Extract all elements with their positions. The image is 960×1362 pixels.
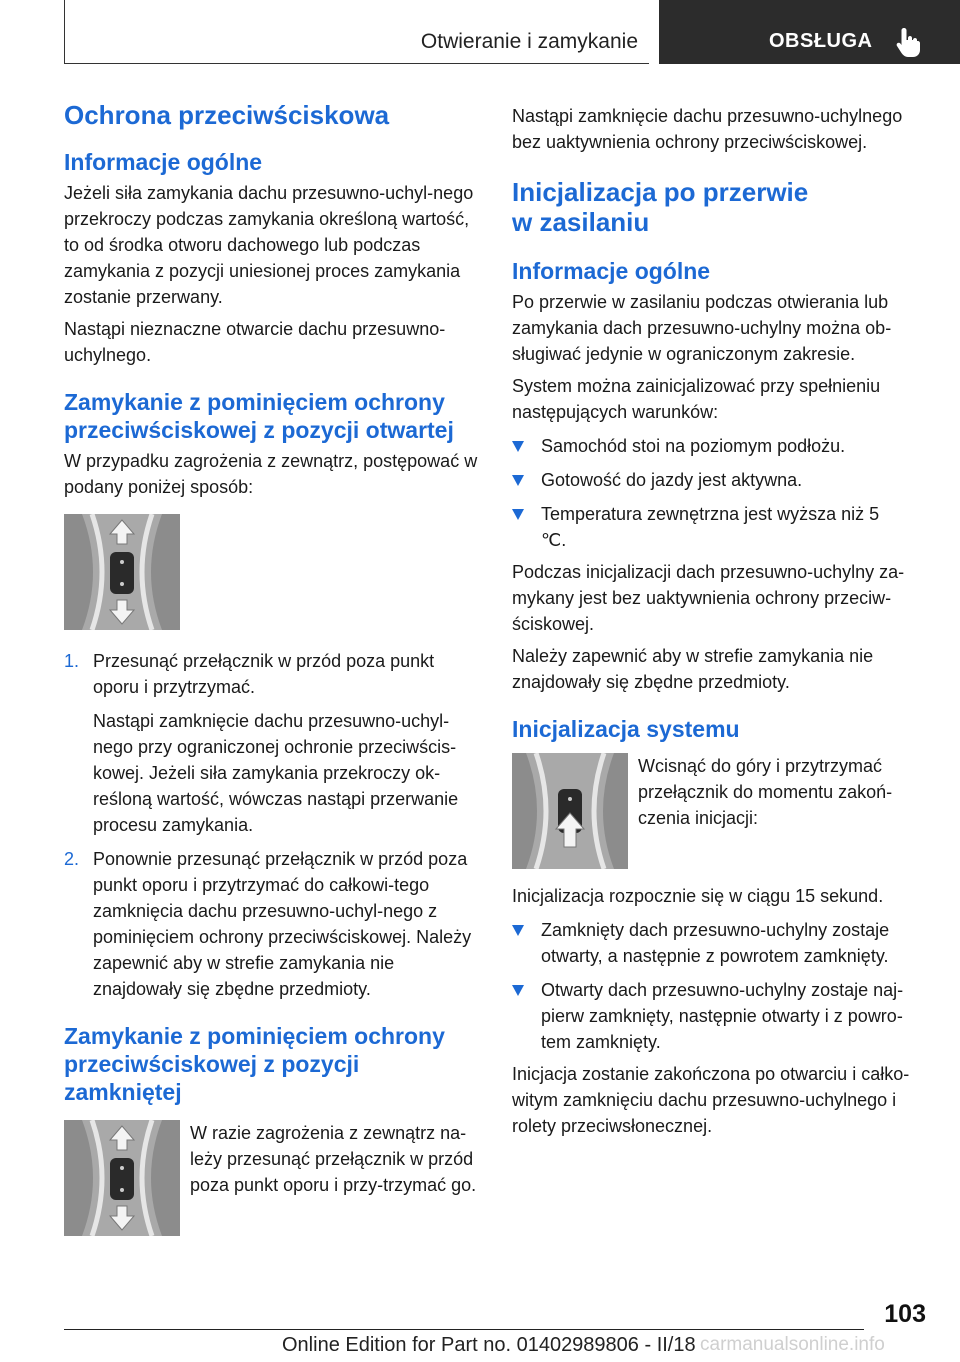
init-sequence-list bbox=[512, 917, 928, 1055]
list-item bbox=[512, 501, 892, 553]
list-item bbox=[512, 433, 928, 459]
bullet-triangle-icon bbox=[512, 441, 524, 452]
heading-close-from-closed: Zamykanie z pominięciem ochrony przeciwściskowej z pozycji zamkniętej bbox=[64, 1023, 445, 1105]
bullet-triangle-icon bbox=[512, 985, 524, 996]
list-item bbox=[64, 846, 480, 1002]
list-item bbox=[64, 648, 480, 700]
step-text: Nastąpi zamknięcie dachu przesuwno-uchyl-nego przy ograniczonej ochronie przeciwścis-kowej. Jeżeli siła zamykania przekroczy ok-reśloną wartość, wówczas nastąpi przerwanie procesu zamykania. bbox=[93, 711, 459, 835]
pointing-hand-icon bbox=[894, 26, 924, 58]
heading-init-after-power-loss: Inicjalizacja po przerwie w zasilaniu bbox=[512, 177, 809, 237]
heading-system-init: Inicjalizacja systemu bbox=[512, 716, 740, 742]
edition-text: Online Edition for Part no. 01402989806 - II/18 bbox=[282, 1334, 696, 1356]
header-divider-horizontal bbox=[64, 63, 649, 64]
step-number: 2. bbox=[64, 849, 80, 869]
paragraph-power-loss: Po przerwie w zasilaniu podczas otwierania lub zamykania dach przesuwno-uchylny można ob-sługiwać jedynie w ograniczonym zakresie. bbox=[512, 292, 892, 364]
closed-instruction-row bbox=[64, 1120, 480, 1236]
list-item bbox=[512, 977, 928, 1055]
heading-anti-pinch: Ochrona przeciwściskowa bbox=[64, 100, 390, 130]
condition-text: Gotowość do jazdy jest aktywna. bbox=[541, 470, 803, 490]
system-init-row bbox=[512, 753, 928, 869]
paragraph-system-init: Wcisnąć do góry i przytrzymać przełącznik do momentu zakoń-czenia inicjacji: bbox=[638, 756, 893, 828]
paragraph-ensure-clear: Należy zapewnić aby w strefie zamykania nie znajdowały się zbędne przedmioty. bbox=[512, 646, 874, 692]
left-column bbox=[64, 100, 480, 1236]
chapter-tab-label: OBSŁUGA bbox=[769, 30, 873, 52]
footer-divider bbox=[64, 1329, 864, 1330]
bullet-triangle-icon bbox=[512, 925, 524, 936]
watermark-text: carmanualsonline.info bbox=[700, 1334, 885, 1355]
bullet-triangle-icon bbox=[512, 475, 524, 486]
sequence-text: Zamknięty dach przesuwno-uchylny zostaje otwarty, a następnie z powrotem zamknięty. bbox=[541, 920, 890, 966]
close-steps-list bbox=[64, 648, 480, 1002]
list-item bbox=[512, 917, 928, 969]
paragraph-during-init: Podczas inicjalizacji dach przesuwno-uchylny za-mykany jest bez uaktywnienia ochrony przeciw-ściskowej. bbox=[512, 562, 905, 634]
paragraph-conditions-intro: System można zainicjalizować przy spełnieniu następujących warunków: bbox=[512, 376, 881, 422]
header-divider-vertical bbox=[64, 0, 65, 64]
paragraph-init-end: Inicjacja zostanie zakończona po otwarciu i całko-witym zamknięciu dachu przesuwno-uchylnego i rolety przeciwsłonecznej. bbox=[512, 1064, 910, 1136]
roof-switch-up-image bbox=[512, 753, 628, 869]
page-number: 103 bbox=[884, 1300, 926, 1328]
paragraph-init-start: Inicjalizacja rozpocznie się w ciągu 15 sekund. bbox=[512, 886, 884, 906]
heading-general-info: Informacje ogólne bbox=[64, 149, 263, 175]
bullet-triangle-icon bbox=[512, 509, 524, 520]
step-text: Ponownie przesunąć przełącznik w przód poza punkt oporu i przytrzymać do całkowi-tego zamknięcia dachu przesuwno-uchyl-nego z pominięciem ochrony przeciwściskowej. Należy zapewnić aby w strefie zamykania nie znajdowały się zbędne przedmioty. bbox=[93, 849, 472, 999]
sequence-text: Otwarty dach przesuwno-uchylny zostaje naj-pierw zamknięty, następnie otwarty i z powro-tem zamknięty. bbox=[541, 980, 904, 1052]
condition-text: Samochód stoi na poziomym podłożu. bbox=[541, 436, 846, 456]
paragraph-closed-instruction: W razie zagrożenia z zewnątrz na-leży przesunąć przełącznik w przód poza punkt oporu i przy-trzymać go. bbox=[190, 1123, 477, 1195]
condition-text: Temperatura zewnętrzna jest wyższa niż 5 ℃. bbox=[541, 504, 880, 550]
step-number: 1. bbox=[64, 651, 80, 671]
list-item bbox=[64, 708, 480, 838]
paragraph-general-1: Jeżeli siła zamykania dachu przesuwno-uchyl-nego przekroczy podczas zamykania określoną wartość, to od środka otworu dachowego lub podczas zamykania z pozycji uniesionej proces zamykania zostanie przerwany. bbox=[64, 183, 474, 307]
paragraph-open-intro: W przypadku zagrożenia z zewnątrz, postępować w podany poniżej sposób: bbox=[64, 451, 478, 497]
right-column bbox=[512, 103, 928, 1139]
step-text: Przesunąć przełącznik w przód poza punkt oporu i przytrzymać. bbox=[93, 651, 435, 697]
conditions-list bbox=[512, 433, 928, 553]
section-title: Otwieranie i zamykanie bbox=[420, 30, 638, 53]
roof-switch-forward-image bbox=[64, 1120, 180, 1236]
paragraph-close-result: Nastąpi zamknięcie dachu przesuwno-uchylnego bez uaktywnienia ochrony przeciwściskowej. bbox=[512, 106, 903, 152]
list-item bbox=[512, 467, 928, 493]
heading-general-info-2: Informacje ogólne bbox=[512, 258, 711, 284]
roof-switch-forward-image bbox=[64, 514, 180, 630]
paragraph-general-2: Nastąpi nieznaczne otwarcie dachu przesuwno-uchylnego. bbox=[64, 319, 446, 365]
heading-close-from-open: Zamykanie z pominięciem ochrony przeciwściskowej z pozycji otwartej bbox=[64, 389, 454, 443]
